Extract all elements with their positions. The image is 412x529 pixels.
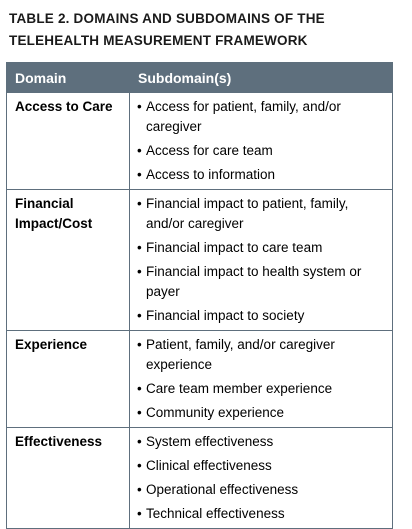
table-row bbox=[7, 428, 393, 529]
list-item: • Financial impact to society bbox=[137, 306, 386, 326]
subdomain-list bbox=[137, 194, 386, 326]
list-item: • Financial impact to patient, family, and/or caregiver bbox=[137, 194, 386, 234]
list-item: • System effectiveness bbox=[137, 432, 386, 452]
table-header bbox=[7, 63, 393, 93]
caption-line-2: TELEHEALTH MEASUREMENT FRAMEWORK bbox=[9, 33, 308, 48]
list-item: • Access for care team bbox=[137, 141, 386, 161]
header-subdomains: Subdomain(s) bbox=[130, 63, 393, 93]
subdomain-cell bbox=[130, 190, 393, 331]
table-caption bbox=[9, 8, 399, 52]
list-item: • Community experience bbox=[137, 403, 386, 423]
caption-line-1: TABLE 2. DOMAINS AND SUBDOMAINS OF THE bbox=[9, 11, 325, 26]
subdomain-cell bbox=[130, 93, 393, 190]
domain-cell: Access to Care bbox=[7, 93, 130, 190]
list-item: • Access for patient, family, and/or caregiver bbox=[137, 97, 386, 137]
domain-cell: Effectiveness bbox=[7, 428, 130, 529]
list-item: • Financial impact to health system or payer bbox=[137, 262, 386, 302]
list-item: • Clinical effectiveness bbox=[137, 456, 386, 476]
list-item: • Patient, family, and/or caregiver experience bbox=[137, 335, 386, 375]
table-row bbox=[7, 93, 393, 190]
domain-cell: Financial Impact/Cost bbox=[7, 190, 130, 331]
subdomain-list bbox=[137, 97, 386, 185]
table-row bbox=[7, 190, 393, 331]
list-item: • Operational effectiveness bbox=[137, 480, 386, 500]
subdomain-cell bbox=[130, 428, 393, 529]
framework-table bbox=[6, 62, 393, 529]
header-domain: Domain bbox=[7, 63, 130, 93]
list-item: • Access to information bbox=[137, 165, 386, 185]
list-item: • Technical effectiveness bbox=[137, 504, 386, 524]
table-row bbox=[7, 331, 393, 428]
list-item: • Care team member experience bbox=[137, 379, 386, 399]
domain-cell: Experience bbox=[7, 331, 130, 428]
subdomain-list bbox=[137, 432, 386, 524]
header-row bbox=[7, 63, 393, 93]
subdomain-list bbox=[137, 335, 386, 423]
subdomain-cell bbox=[130, 331, 393, 428]
list-item: • Financial impact to care team bbox=[137, 238, 386, 258]
